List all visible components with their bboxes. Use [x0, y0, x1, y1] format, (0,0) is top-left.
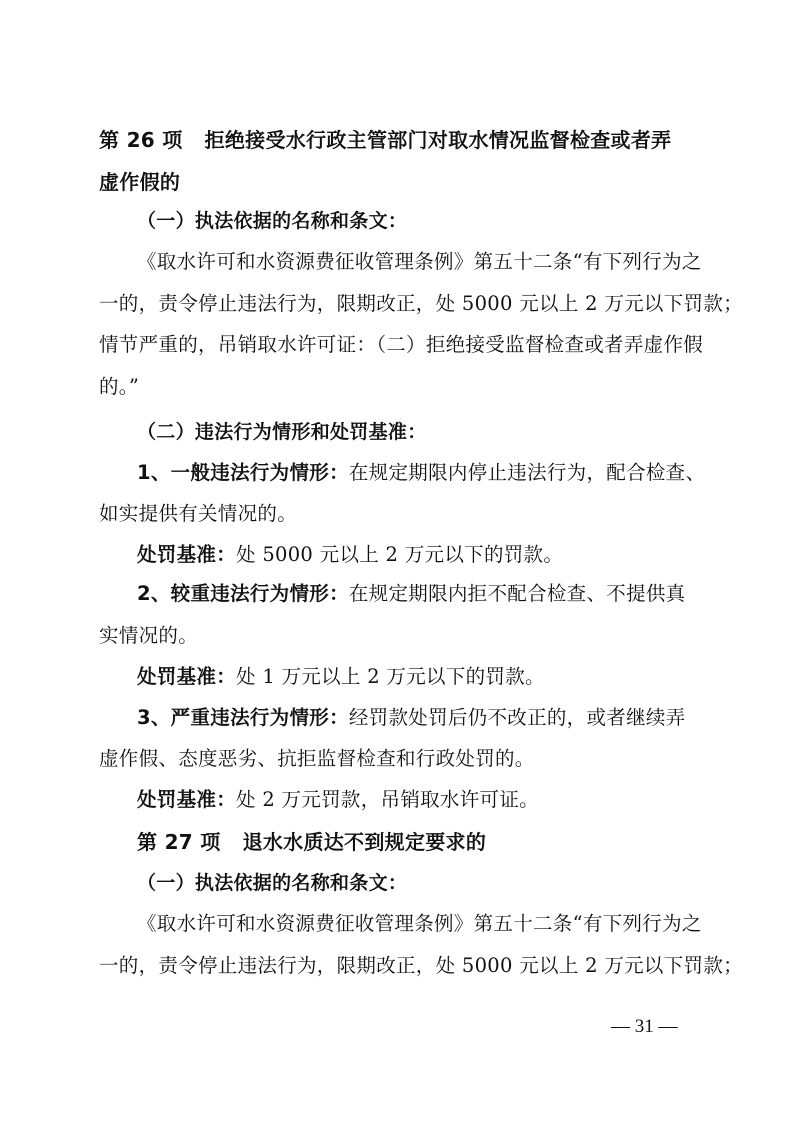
item-26-law-line: 的。” [99, 375, 140, 398]
penalty-severe [137, 786, 737, 814]
item-26-section2-heading: （二）违法行为情形和处罚基准： [137, 421, 427, 443]
item-27-heading [137, 828, 737, 856]
case-general-label: 1、一般违法行为情形： [137, 461, 349, 484]
case-serious-text: 在规定期限内拒不配合检查、不提供真 [348, 582, 686, 605]
item-26-heading [99, 126, 699, 154]
page-number: — 31 — [611, 1016, 678, 1037]
penalty-text: 处 5000 元以上 2 万元以下的罚款。 [236, 543, 564, 566]
case-general-text: 在规定期限内停止违法行为，配合检查、 [348, 461, 706, 484]
item-26-section1-heading: （一）执法依据的名称和条文： [137, 210, 408, 232]
case-serious-text-cont: 实情况的。 [99, 624, 199, 647]
item-26-law-line: 情节严重的，吊销取水许可证：（二）拒绝接受监督检查或者弄虚作假 [99, 333, 704, 356]
item-27-section1-heading: （一）执法依据的名称和条文： [137, 872, 408, 894]
case-severe [137, 704, 737, 732]
case-serious-label: 2、较重违法行为情形： [137, 582, 349, 605]
item-27-law-line: 《取水许可和水资源费征收管理条例》第五十二条“有下列行为之 [137, 912, 702, 935]
penalty-label: 处罚基准： [137, 788, 237, 811]
item-27-law-line: 一的，责令停止违法行为，限期改正，处 5000 元以上 2 万元以下罚款； [99, 954, 743, 977]
case-general [137, 459, 737, 487]
case-serious [137, 580, 737, 608]
penalty-general [137, 541, 737, 569]
penalty-text: 处 1 万元以上 2 万元以下的罚款。 [236, 665, 545, 688]
item-26-label: 第 26 项 [99, 128, 183, 152]
item-27-label: 第 27 项 [137, 830, 221, 854]
case-severe-text: 经罚款处罚后仍不改正的，或者继续弄 [348, 706, 686, 729]
case-general-text-cont: 如实提供有关情况的。 [99, 502, 298, 525]
item-26-title-line1: 拒绝接受水行政主管部门对取水情况监督检查或者弄 [204, 128, 672, 152]
penalty-serious [137, 663, 737, 691]
penalty-text: 处 2 万元罚款，吊销取水许可证。 [236, 788, 539, 811]
case-severe-label: 3、严重违法行为情形： [137, 706, 349, 729]
penalty-label: 处罚基准： [137, 665, 237, 688]
item-26-title-line2: 虚作假的 [99, 170, 181, 194]
item-26-law-line: 《取水许可和水资源费征收管理条例》第五十二条“有下列行为之 [137, 250, 702, 273]
penalty-label: 处罚基准： [137, 543, 237, 566]
item-27-title: 退水水质达不到规定要求的 [242, 830, 487, 854]
item-26-law-line: 一的，责令停止违法行为，限期改正，处 5000 元以上 2 万元以下罚款； [99, 292, 743, 315]
case-severe-text-cont: 虚作假、态度恶劣、抗拒监督检查和行政处罚的。 [99, 747, 535, 770]
